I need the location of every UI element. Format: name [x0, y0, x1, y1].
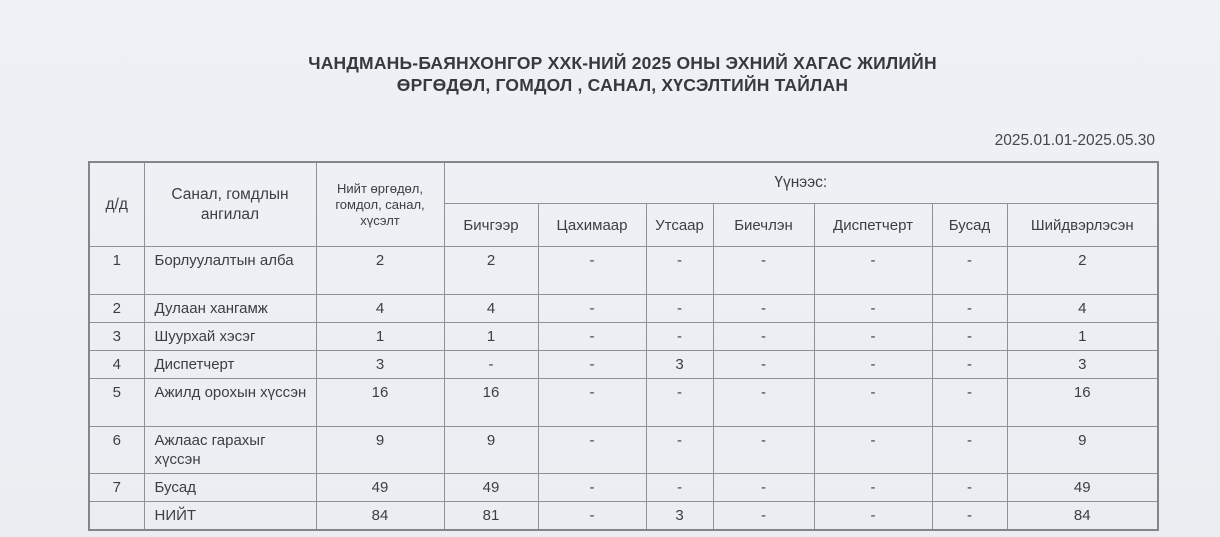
col-header-breakdown-group: Үүнээс:	[444, 162, 1158, 204]
row-category: Шуурхай хэсэг	[144, 323, 316, 351]
col-header-num: д/д	[89, 162, 144, 247]
row-cell: -	[646, 323, 713, 351]
row-cell: 4	[1007, 295, 1158, 323]
row-cell: -	[814, 474, 932, 502]
row-cell: -	[646, 295, 713, 323]
row-cell: -	[814, 247, 932, 295]
row-category: Борлуулалтын алба	[144, 247, 316, 295]
row-cell: -	[932, 295, 1007, 323]
row-cell: -	[538, 323, 646, 351]
row-total: 2	[316, 247, 444, 295]
row-category: Диспетчерт	[144, 351, 316, 379]
col-header-breakdown-6: Шийдвэрлэсэн	[1007, 204, 1158, 247]
row-total: 49	[316, 474, 444, 502]
table-body	[89, 247, 1158, 531]
row-category: Ажлаас гарахыг хүссэн	[144, 427, 316, 474]
row-cell: -	[713, 295, 814, 323]
row-cell: 3	[646, 351, 713, 379]
row-total: 3	[316, 351, 444, 379]
row-cell: 9	[1007, 427, 1158, 474]
row-cell: 2	[1007, 247, 1158, 295]
row-cell: -	[538, 351, 646, 379]
row-total: 84	[316, 502, 444, 531]
row-cell: -	[646, 474, 713, 502]
col-header-breakdown-1: Цахимаар	[538, 204, 646, 247]
row-cell: -	[932, 323, 1007, 351]
row-category: НИЙТ	[144, 502, 316, 531]
row-cell: 49	[444, 474, 538, 502]
row-cell: -	[538, 379, 646, 427]
report-title-line1: ЧАНДМАНЬ-БАЯНХОНГОР ХХК-НИЙ 2025 ОНЫ ЭХНИЙ ХАГАС ЖИЛИЙН	[308, 53, 937, 73]
row-cell: -	[646, 379, 713, 427]
row-category: Дулаан хангамж	[144, 295, 316, 323]
row-cell: 1	[1007, 323, 1158, 351]
row-cell: -	[538, 502, 646, 531]
row-cell: -	[932, 247, 1007, 295]
row-cell: -	[814, 323, 932, 351]
row-number: 3	[89, 323, 144, 351]
complaints-report-table	[88, 161, 1159, 531]
row-category: Ажилд орохын хүссэн	[144, 379, 316, 427]
row-cell: 1	[444, 323, 538, 351]
table-row	[89, 295, 1158, 323]
row-cell: 3	[646, 502, 713, 531]
row-number: 6	[89, 427, 144, 474]
row-cell: -	[713, 247, 814, 295]
row-cell: 81	[444, 502, 538, 531]
report-date-range: 2025.01.01-2025.05.30	[994, 132, 1155, 149]
row-cell: -	[646, 247, 713, 295]
report-title	[88, 52, 1157, 96]
row-cell: 4	[444, 295, 538, 323]
table-row	[89, 474, 1158, 502]
row-cell: -	[932, 351, 1007, 379]
row-cell: 49	[1007, 474, 1158, 502]
col-header-breakdown-4: Диспетчерт	[814, 204, 932, 247]
col-header-total: Нийт өргөдөл, гомдол, санал, хүсэлт	[316, 162, 444, 247]
row-cell: -	[932, 427, 1007, 474]
table-row	[89, 247, 1158, 295]
row-cell: -	[713, 379, 814, 427]
row-number: 4	[89, 351, 144, 379]
col-header-breakdown-5: Бусад	[932, 204, 1007, 247]
row-cell: -	[814, 379, 932, 427]
row-cell: -	[713, 502, 814, 531]
row-cell: -	[932, 379, 1007, 427]
row-cell: -	[814, 295, 932, 323]
scanned-report-page	[88, 0, 1157, 531]
row-cell: -	[646, 427, 713, 474]
row-total: 9	[316, 427, 444, 474]
row-cell: 3	[1007, 351, 1158, 379]
row-cell: -	[538, 295, 646, 323]
row-number: 1	[89, 247, 144, 295]
row-cell: -	[713, 474, 814, 502]
row-total: 16	[316, 379, 444, 427]
row-number: 7	[89, 474, 144, 502]
row-cell: 16	[1007, 379, 1158, 427]
row-cell: 16	[444, 379, 538, 427]
row-cell: -	[713, 427, 814, 474]
report-title-line2: ӨРГӨДӨЛ, ГОМДОЛ , САНАЛ, ХҮСЭЛТИЙН ТАЙЛАН	[396, 75, 849, 95]
row-total: 1	[316, 323, 444, 351]
row-cell: -	[932, 502, 1007, 531]
row-cell: -	[814, 427, 932, 474]
col-header-breakdown-3: Биечлэн	[713, 204, 814, 247]
row-number: 2	[89, 295, 144, 323]
table-row	[89, 323, 1158, 351]
col-header-breakdown-2: Утсаар	[646, 204, 713, 247]
row-cell: 84	[1007, 502, 1158, 531]
row-cell: -	[713, 323, 814, 351]
row-cell: -	[932, 474, 1007, 502]
row-cell: -	[444, 351, 538, 379]
row-cell: -	[538, 427, 646, 474]
row-total: 4	[316, 295, 444, 323]
row-cell: -	[538, 474, 646, 502]
row-category: Бусад	[144, 474, 316, 502]
table-row	[89, 351, 1158, 379]
row-cell: -	[538, 247, 646, 295]
row-cell: -	[713, 351, 814, 379]
table-header	[89, 162, 1158, 247]
table-row	[89, 379, 1158, 427]
table-row-total	[89, 502, 1158, 531]
row-number	[89, 502, 144, 531]
row-cell: 2	[444, 247, 538, 295]
row-cell: -	[814, 502, 932, 531]
row-cell: -	[814, 351, 932, 379]
col-header-breakdown-0: Бичгээр	[444, 204, 538, 247]
table-row	[89, 427, 1158, 474]
row-cell: 9	[444, 427, 538, 474]
col-header-category: Санал, гомдлын ангилал	[144, 162, 316, 247]
header-row-group	[89, 162, 1158, 204]
row-number: 5	[89, 379, 144, 427]
